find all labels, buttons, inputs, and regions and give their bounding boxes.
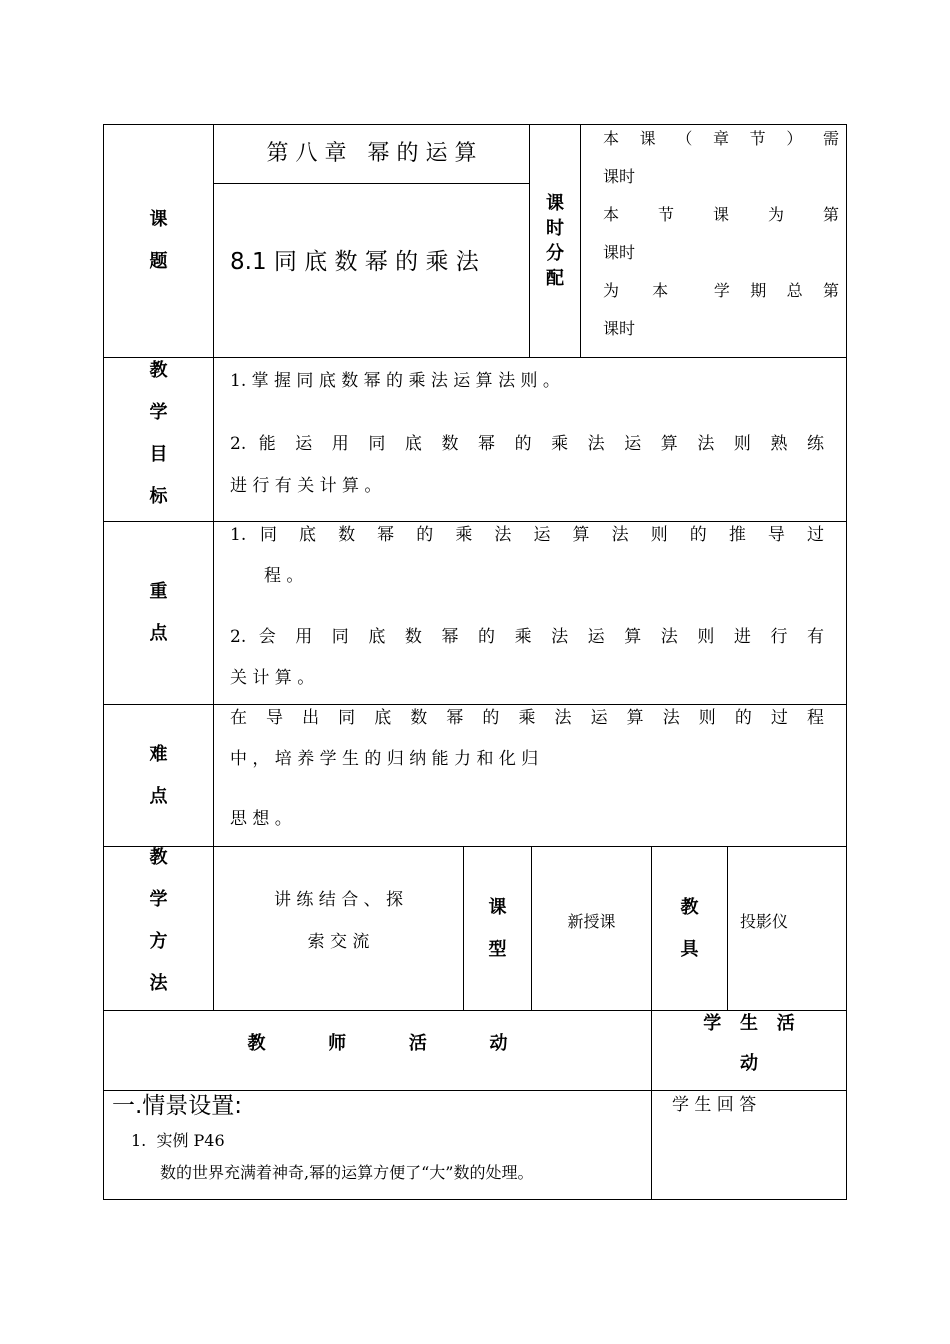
teacher-activity-header: 教 师 活 动: [247, 1033, 508, 1054]
time-line: 本 课 （ 章 节 ） 需: [603, 129, 839, 148]
objective-item-2-line-1: 2. 能 运 用 同 底 数 幂 的 乘 法 运 算 法 则 熟 练: [230, 434, 824, 454]
objectives-label-char: 学: [149, 402, 168, 423]
teaching-tools-label-char: 具: [680, 938, 699, 960]
time-label-char: 课: [546, 193, 564, 214]
lesson-type-label-char: 型: [488, 938, 507, 960]
divider-time-label: [580, 124, 581, 357]
lesson-type-label: [464, 847, 531, 1010]
method-value-line-1: 讲 练 结 合 、 探: [273, 890, 404, 910]
divider-chapter: [214, 183, 530, 184]
key-point-1-line-1: 1. 同 底 数 幂 的 乘 法 运 算 法 则 的 推 导 过: [230, 525, 824, 545]
time-line: 本 节 课 为 第: [603, 205, 839, 224]
lesson-type-label-char: 课: [488, 896, 507, 918]
student-activity-header-line-1: 学 生 活: [703, 1013, 795, 1034]
objectives-label-char: 目: [149, 444, 168, 465]
key-points-label-char: 点: [149, 623, 168, 644]
table-border-right: [846, 124, 847, 1200]
objectives-label-char: 教: [149, 360, 168, 381]
time-allocation-label: [530, 125, 580, 357]
key-points-label-char: 重: [149, 581, 168, 602]
key-point-2-line-2: 关 计 算 。: [230, 668, 315, 688]
key-points-label: [104, 522, 213, 704]
difficulty-line-3: 思 想 。: [230, 809, 292, 829]
student-activity-header-line-2: 动: [740, 1053, 758, 1074]
difficulties-label-char: 难: [149, 743, 168, 765]
topic-label-char: 题: [149, 251, 168, 272]
time-label-char: 配: [546, 268, 564, 289]
lesson-type-value: 新授课: [567, 912, 616, 931]
time-allocation-details: [603, 126, 839, 356]
objectives-label-char: 标: [149, 486, 168, 507]
method-value-line-2: 索 交 流: [307, 932, 370, 952]
time-label-char: 分: [546, 243, 564, 264]
method-label-char: 方: [149, 931, 168, 952]
teaching-tools-label-char: 教: [680, 896, 699, 918]
lesson-title: 8.1 同 底 数 幂 的 乘 法: [230, 249, 479, 275]
time-line: 课时: [603, 243, 636, 262]
objective-item-1: 1. 掌 握 同 底 数 幂 的 乘 法 运 算 法 则 。: [230, 371, 560, 391]
activity-item-1: 1. 实例 P46: [131, 1131, 225, 1150]
difficulty-line-2: 中 ， 培 养 学 生 的 归 纳 能 力 和 化 归: [230, 749, 539, 769]
student-response: 学 生 回 答: [672, 1095, 757, 1115]
objective-item-2-line-2: 进 行 有 关 计 算 。: [230, 476, 382, 496]
table-border-bottom: [103, 1199, 847, 1200]
topic-label-char: 课: [149, 209, 168, 230]
chapter-title: 第 八 章 幂 的 运 算: [266, 141, 477, 166]
table-border-top: [103, 124, 847, 125]
teaching-tools-label: [652, 847, 727, 1010]
difficulties-label: [104, 705, 213, 846]
divider-tools-value: [727, 846, 728, 1010]
method-label-char: 法: [149, 973, 168, 994]
topic-label: [104, 125, 213, 357]
time-label-char: 时: [546, 218, 564, 239]
activity-item-1-text: 数的世界充满着神奇,幂的运算方便了“大”数的处理。: [160, 1163, 534, 1182]
difficulties-label-char: 点: [149, 785, 168, 807]
method-label-char: 教: [149, 847, 168, 868]
method-label-char: 学: [149, 889, 168, 910]
key-point-1-line-2: 程 。: [264, 566, 304, 586]
difficulty-line-1: 在 导 出 同 底 数 幂 的 乘 法 运 算 法 则 的 过 程: [230, 708, 824, 728]
teaching-tools-value: 投影仪: [740, 912, 789, 931]
objectives-label: [104, 351, 213, 517]
section-title: 一.情景设置:: [112, 1093, 243, 1119]
key-point-2-line-1: 2. 会 用 同 底 数 幂 的 乘 法 运 算 法 则 进 行 有: [230, 627, 824, 647]
divider-label-column: [213, 124, 214, 1010]
method-label: [104, 838, 213, 1004]
divider-objectives: [103, 357, 847, 358]
time-line: 为 本 学 期 总 第: [603, 281, 839, 300]
time-line: 课时: [603, 167, 636, 186]
time-line: 课时: [603, 319, 636, 338]
